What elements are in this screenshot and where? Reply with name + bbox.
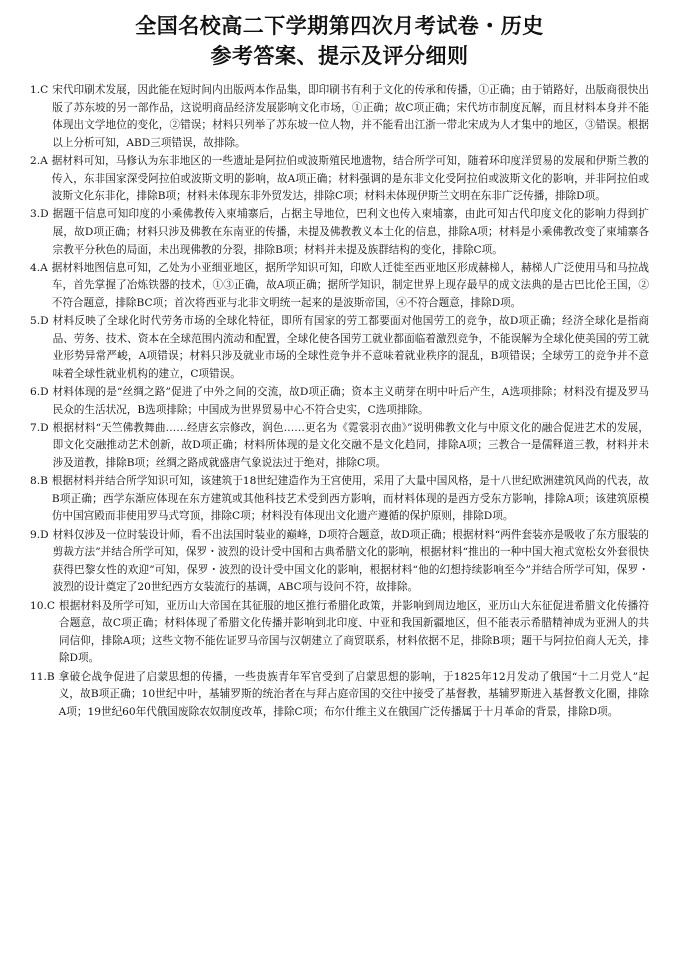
- item-number: 4.A: [30, 261, 48, 274]
- item-explanation: 根据材料并结合所学知识可知，该建筑于18世纪建造作为王宫使用，采用了大量中国风格，是十八世纪欧洲建筑风尚的代表，故B项正确；西学东渐应体现在东方建筑或其他科技艺术受到西方影响，而材料体现的是西方受东方影响，排除A项；该建筑原模仿中国宫殿而非使用罗马式穹顶，排除C项；材料没有体现出文化遗产遵循的保护原则，排除D项。: [51, 475, 649, 523]
- item-number: 7.D: [30, 421, 49, 434]
- item-explanation: 宋代印刷术发展，因此能在短时间内出版两本作品集，即印刷书有利于文化的传承和传播，①正确；由于销路好，出版商很快出版了苏东坡的另一部作品，这说明商品经济发展影响文化市场，①正确；故C项正确；宋代坊市制度瓦解，而且材料本身并不能体现出文学地位的变化，②错误；材料只列举了苏东坡一位人物，并不能看出江浙一带北宋成为人才集中的地区，③错误。根据以上分析可知，ABD三项错误，故排除。: [52, 84, 649, 149]
- item-explanation: 据题干信息可知印度的小乘佛教传入柬埔寨后，占据主导地位，巴利文也传入柬埔寨，由此可知古代印度文化的影响力得到扩展，故D项正确；材料只涉及佛教在东南亚的传播，未提及佛教教义本土化的信息，排除A项；材料是小乘佛教改变了柬埔寨各宗教平分秋色的局面，未出现佛教的分裂，排除B项；材料并未提及族群结构的变化，排除C项。: [52, 208, 649, 256]
- item-number: 3.D: [30, 208, 49, 221]
- answer-item-10: [30, 598, 649, 668]
- item-explanation: 根据材料及所学可知，亚历山大帝国在其征服的地区推行希腊化政策，并影响到周边地区，亚历山大东征促进希腊文化传播符合题意，故C项正确；材料体现了希腊文化传播并影响到北印度、中亚和我国新疆地区，但不能表示希腊精神成为亚洲人的共同信仰，排除A项；这些文物不能佐证罗马帝国与汉朝建立了商贸联系，材料依据不足，排除B项；题干与阿拉伯商人无关，排除D项。: [58, 599, 649, 665]
- answer-item-1: [30, 82, 649, 152]
- item-explanation: 据材料可知，马修认为东非地区的一些遗址是阿拉伯或波斯殖民地遗物，结合所学可知，随着环印度洋贸易的发展和伊斯兰教的传入，东非国家深受阿拉伯或波斯文明的影响，故A项正确；材料强调的是东非文化受阿拉伯或波斯文化的影响，并非阿拉伯或波斯文化东非化，排除B项；材料未体现东非外贸发达，排除C项；材料未体现伊斯兰文明在东非广泛传播，排除D项。: [51, 154, 649, 203]
- answer-item-7: [30, 420, 649, 473]
- answer-list: [30, 82, 649, 721]
- item-number: 10.C: [30, 599, 55, 612]
- answer-item-5: [30, 313, 649, 383]
- item-explanation: 根据材料“天竺佛教舞曲……经唐玄宗修改，润色……更名为《霓裳羽衣曲》”说明佛教文化与中原文化的融合促进艺术的发展，即文化交融推动艺术创新，故D项正确；材料所体现的是文化交融不是文化趋同，排除A项；三教合一是儒释道三教，材料并未涉及道教，排除B项；丝绸之路成就盛唐气象说法过于绝对，排除C项。: [52, 421, 649, 470]
- item-number: 11.B: [30, 670, 55, 683]
- page-subtitle: 参考答案、提示及评分细则: [210, 44, 469, 68]
- answer-item-4: [30, 260, 649, 313]
- item-number: 1.C: [30, 84, 49, 96]
- page-title: 全国名校高二下学期第四次月考试卷・历史: [135, 14, 544, 38]
- item-explanation: 材料反映了全球化时代劳务市场的全球化特征，即所有国家的劳工都要面对他国劳工的竞争，故D项正确；经济全球化是指商品、劳务、技术、资本在全球范围内流动和配置，全球化使各国劳工就业都面临着激烈竞争，不能误解为全球化使美国的劳工就业形势异常严峻，A项错误；材料只涉及就业市场的全球性竞争并不意味着就业秩序的混乱，B项错误；全球劳工的竞争并不意味着全球性就业机构的建立，C项错误。: [52, 315, 649, 380]
- item-explanation: 材料体现的是“丝绸之路”促进了中外之间的交流，故D项正确；资本主义萌芽在明中叶后产生，A选项排除；材料没有提及罗马民众的生活状况，B选项排除；中国成为世界贸易中心不符合史实，C选项排除。: [52, 386, 649, 416]
- answer-item-3: [30, 206, 649, 259]
- answer-item-2: [30, 153, 649, 206]
- answer-item-11: [30, 669, 649, 722]
- item-explanation: 材料仅涉及一位时装设计师，看不出法国时装业的巅峰，D项符合题意，故D项正确；根据材料“两件套装亦是吸收了东方服装的剪裁方法”并结合所学可知，保罗・波烈的设计受中国和古典希腊文化的影响，根据材料“推出的一种中国大袍式宽松女外套很快获得巴黎女性的欢迎”可知，保罗・波烈的设计受中国文化的影响，根据材料“他的幻想持续影响至今”并结合所学可知，保罗・波烈的设计奠定了20世纪西方女装流行的基调，ABC项与设问不符，故排除。: [52, 528, 649, 594]
- item-number: 8.B: [30, 475, 48, 488]
- answer-item-9: [30, 527, 649, 597]
- item-explanation: 拿破仑战争促进了启蒙思想的传播，一些贵族青年军官受到了启蒙思想的影响，于1825年12月发动了俄国“十二月党人”起义，故B项正确；10世纪中叶，基辅罗斯的统治者在与拜占庭帝国的交往中接受了基督教，基辅罗斯进入基督教文化圈，排除A项；19世纪60年代俄国废除农奴制度改革，排除C项；布尔什维主义在俄国广泛传播属于十月革命的背景，排除D项。: [58, 670, 649, 718]
- item-number: 5.D: [30, 315, 49, 328]
- item-explanation: 据材料地图信息可知，乙处为小亚细亚地区，据所学知识可知，印欧人迁徙至西亚地区形成赫梯人，赫梯人广泛使用马和马拉战车，首先掌握了冶炼铁器的技术，①③正确，故A项正确；据所学知识，制定世界上现存最早的成文法典的是古巴比伦王国，②不符合题意，排除BC项；首次将西亚与北非文明统一起来的是波斯帝国，④不符合题意，排除D项。: [51, 261, 649, 309]
- item-number: 9.D: [30, 528, 49, 541]
- answer-item-8: [30, 473, 649, 526]
- item-number: 2.A: [30, 154, 48, 167]
- item-number: 6.D: [30, 386, 49, 399]
- answer-item-6: [30, 384, 649, 419]
